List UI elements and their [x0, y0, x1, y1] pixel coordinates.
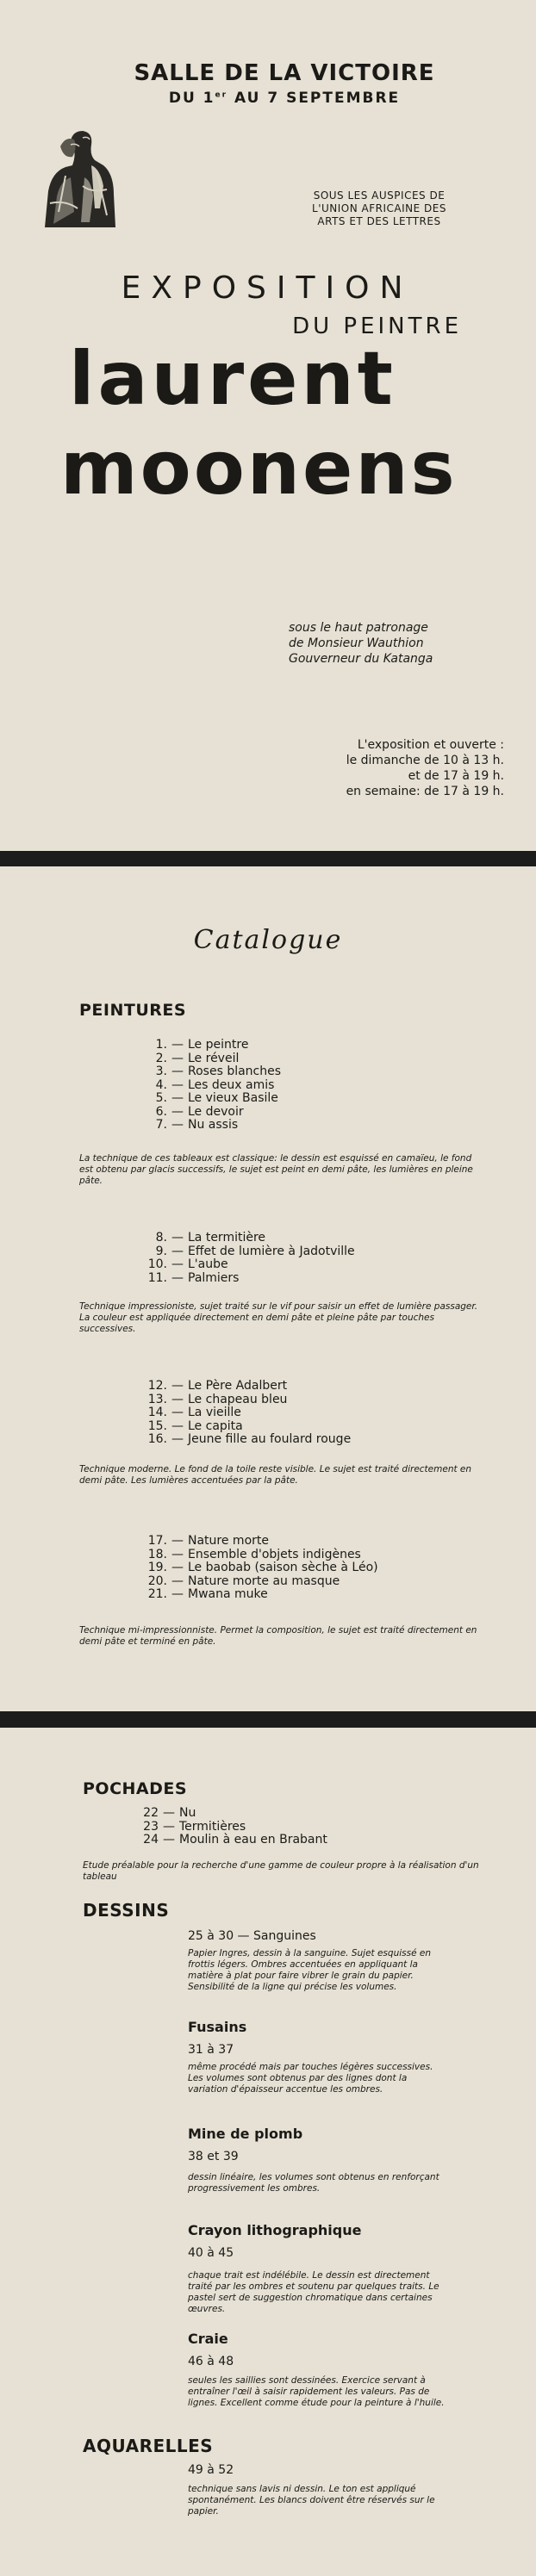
- fusains-heading: Fusains: [188, 2019, 247, 2035]
- dessins-heading: DESSINS: [83, 1900, 170, 1921]
- list-item: 18. — Ensemble d'objets indigènes: [147, 1547, 361, 1561]
- item-number: 14.: [147, 1406, 167, 1419]
- pochades-list: [138, 1807, 327, 1847]
- woodcut-figures-illustration: [40, 126, 121, 233]
- mine-de-plomb-heading: Mine de plomb: [188, 2126, 303, 2142]
- list-item: 3. — Roses blanches: [146, 1065, 281, 1079]
- dates-start: DU 1: [168, 90, 215, 107]
- mine-de-plomb-range: 38 et 39: [188, 2150, 239, 2163]
- list-item: 22 — Nu: [138, 1807, 327, 1821]
- list-item: 23 — Termitières: [138, 1821, 327, 1834]
- item-number: 24: [143, 1833, 159, 1847]
- auspices-line: ARTS ET DES LETTRES: [317, 215, 441, 227]
- dates-end: AU 7 SEPTEMBRE: [227, 90, 401, 107]
- opening-hours-block: [289, 737, 504, 799]
- craie-description: seules les saillies sont dessinées. Exercice servant à entraîner l'œil à saisir rapidement les valeurs. Pas de lignes. Excellent comme étude pour la peinture à l'huile.: [188, 2375, 445, 2408]
- item-number: 21.: [147, 1587, 167, 1601]
- list-item: 5. — Le vieux Basile: [146, 1092, 281, 1106]
- patronage-line: de Monsieur Wauthion: [289, 636, 424, 650]
- list-item: 8. — La termitière: [146, 1232, 355, 1245]
- patronage-line: sous le haut patronage: [289, 621, 428, 635]
- list-item: 19. — Le baobab (saison sèche à Léo): [147, 1561, 378, 1574]
- item-title: Roses blanches: [188, 1065, 282, 1078]
- item-number: 16.: [147, 1432, 167, 1446]
- painting-list: [146, 1535, 378, 1602]
- painting-list: [146, 1232, 355, 1285]
- mine-de-plomb-description: dessin linéaire, les volumes sont obtenus en renforçant progressivement les ombres.: [188, 2172, 439, 2194]
- auspices-block: [284, 189, 474, 228]
- list-item: 12. — Le Père Adalbert: [147, 1379, 288, 1393]
- item-number: 18.: [147, 1547, 167, 1561]
- item-title: La vieille: [188, 1406, 241, 1419]
- item-title: Moulin à eau en Brabant: [179, 1833, 327, 1847]
- catalogue-page-2: [0, 1728, 536, 2576]
- auspices-line: SOUS LES AUSPICES DE: [313, 189, 446, 202]
- item-title: Le capita: [188, 1418, 243, 1433]
- exposition-heading: EXPOSITION: [121, 270, 414, 306]
- craie-range: 46 à 48: [188, 2355, 234, 2368]
- hours-line: en semaine: de 17 à 19 h.: [346, 785, 504, 798]
- item-number: 8.: [155, 1231, 167, 1245]
- item-title: Palmiers: [188, 1270, 240, 1285]
- list-item: 9. — Effet de lumière à Jadotville: [146, 1245, 355, 1259]
- exhibition-dates: [103, 90, 465, 107]
- item-number: 6.: [155, 1104, 167, 1119]
- patronage-line: Gouverneur du Katanga: [289, 652, 433, 666]
- technique-note: Technique impressioniste, sujet traité sur le vif pour saisir un effet de lumière passager. La couleur est appliquée directement en demi pâte et pleine pâte par touches successives.: [79, 1301, 478, 1334]
- item-title: Le devoir: [188, 1104, 244, 1119]
- sanguines-description: Papier Ingres, dessin à la sanguine. Sujet esquissé en frottis légers. Ombres accentuées en appliquant la matière à plat pour faire vibrer le grain du papier. Sensibilité de la ligne qui précise les volumes.: [188, 1948, 431, 1992]
- hours-line: et de 17 à 19 h.: [408, 769, 504, 783]
- item-title: Le peintre: [188, 1038, 249, 1052]
- item-number: 10.: [147, 1257, 167, 1271]
- list-item: 1. — Le peintre: [146, 1039, 281, 1052]
- cover-page: [0, 0, 536, 851]
- technique-note: Technique moderne. Le fond de la toile reste visible. Le sujet est traité directement en demi pâte. Les lumières accentuées par la pâte.: [79, 1464, 472, 1486]
- list-item: 24 — Moulin à eau en Brabant: [138, 1834, 327, 1847]
- item-title: Le vieux Basile: [188, 1091, 278, 1105]
- list-item: 2. — Le réveil: [146, 1052, 281, 1066]
- auspices-line: L'UNION AFRICAINE DES: [312, 202, 446, 214]
- technique-note: La technique de ces tableaux est classique: le dessin est esquissé en camaïeu, le fond est obtenu par glacis successifs, le sujet est peint en demi pâte, les lumières en pleine pâte.: [79, 1153, 473, 1186]
- item-title: Effet de lumière à Jadotville: [188, 1244, 355, 1258]
- range-value: 25 à 30: [188, 1929, 234, 1943]
- item-title: L'aube: [188, 1257, 228, 1271]
- item-number: 5.: [155, 1091, 167, 1105]
- list-item: 6. — Le devoir: [146, 1106, 281, 1120]
- crayon-litho-range: 40 à 45: [188, 2246, 234, 2260]
- hours-line: le dimanche de 10 à 13 h.: [346, 754, 504, 767]
- catalogue-title: Catalogue: [193, 925, 343, 955]
- item-number: 15.: [147, 1418, 167, 1433]
- pochades-note: Etude préalable pour la recherche d'une gamme de couleur propre à la réalisation d'un tableau: [83, 1860, 479, 1882]
- list-item: 16. — Jeune fille au foulard rouge: [147, 1432, 352, 1446]
- aquarelles-description: technique sans lavis ni dessin. Le ton est appliqué spontanément. Les blancs doivent être réservés sur le papier.: [188, 2484, 435, 2517]
- item-number: 3.: [155, 1065, 167, 1078]
- crayon-litho-heading: Crayon lithographique: [188, 2222, 362, 2238]
- item-number: 23: [143, 1819, 159, 1834]
- painting-list: [146, 1039, 281, 1133]
- item-title: Nature morte au masque: [188, 1574, 340, 1588]
- hours-line: L'exposition et ouverte :: [357, 738, 504, 752]
- item-title: Jeune fille au foulard rouge: [188, 1432, 352, 1446]
- range-label: Sanguines: [253, 1929, 316, 1943]
- dates-superscript: er: [215, 90, 228, 100]
- list-item: 21. — Mwana muke: [147, 1587, 268, 1601]
- list-item: 10. — L'aube: [147, 1257, 228, 1271]
- du-peintre-heading: DU PEINTRE: [292, 313, 462, 339]
- item-number: 1.: [155, 1038, 167, 1052]
- item-title: Les deux amis: [188, 1077, 275, 1092]
- item-number: 20.: [147, 1574, 167, 1588]
- list-item: 15. — Le capita: [147, 1418, 243, 1433]
- item-number: 19.: [147, 1561, 167, 1574]
- list-item: 20. — Nature morte au masque: [147, 1574, 340, 1588]
- item-title: Nu assis: [188, 1118, 239, 1132]
- item-title: Termitières: [179, 1819, 246, 1834]
- dessins-range: 25 à 30 — Sanguines: [188, 1929, 316, 1943]
- item-number: 17.: [147, 1534, 167, 1548]
- item-number: 22: [143, 1806, 159, 1820]
- craie-heading: Craie: [188, 2331, 228, 2347]
- item-title: Ensemble d'objets indigènes: [188, 1547, 361, 1561]
- venue-title: SALLE DE LA VICTOIRE: [134, 60, 435, 86]
- item-title: La termitière: [188, 1231, 266, 1245]
- item-number: 12.: [147, 1379, 167, 1393]
- pochades-heading: POCHADES: [83, 1779, 188, 1798]
- technique-note: Technique mi-impressionniste. Permet la composition, le sujet est traité directement en demi pâte et terminé en pâte.: [79, 1625, 477, 1647]
- artist-first-name: laurent: [69, 336, 396, 422]
- item-title: Mwana muke: [188, 1587, 268, 1601]
- catalogue-page: [0, 866, 536, 1711]
- painting-list: [146, 1380, 351, 1447]
- item-number: 7.: [155, 1118, 167, 1132]
- item-number: 2.: [155, 1051, 167, 1065]
- list-item: 17. — Nature morte: [147, 1534, 269, 1548]
- list-item: 13. — Le chapeau bleu: [147, 1392, 288, 1406]
- fusains-description: même procédé mais par touches légères successives. Les volumes sont obtenus par des lignes dont la variation d'épaisseur accentue les ombres.: [188, 2062, 433, 2095]
- list-item: 4. — Les deux amis: [146, 1079, 281, 1093]
- aquarelles-heading: AQUARELLES: [83, 2436, 214, 2456]
- patronage-block: [289, 620, 478, 667]
- item-number: 13.: [147, 1392, 167, 1406]
- item-title: Le réveil: [188, 1051, 240, 1065]
- item-title: Le chapeau bleu: [188, 1392, 288, 1406]
- peintures-heading: PEINTURES: [79, 1001, 187, 1020]
- list-item: 11. — Palmiers: [147, 1270, 240, 1285]
- list-item: 14. — La vieille: [147, 1406, 241, 1419]
- item-number: 9.: [155, 1244, 167, 1258]
- item-title: Le baobab (saison sèche à Léo): [188, 1561, 378, 1574]
- item-number: 4.: [155, 1077, 167, 1092]
- item-title: Nature morte: [188, 1534, 269, 1548]
- crayon-litho-description: chaque trait est indélébile. Le dessin est directement traité par les ombres et soutenu par quelques traits. Le pastel sert de suggestion chromatique dans certaines œuvres.: [188, 2270, 439, 2314]
- item-title: Nu: [179, 1806, 196, 1820]
- artist-last-name: moonens: [60, 425, 458, 512]
- item-title: Le Père Adalbert: [188, 1379, 288, 1393]
- fusains-range: 31 à 37: [188, 2043, 234, 2057]
- aquarelles-range: 49 à 52: [188, 2463, 234, 2477]
- item-number: 11.: [147, 1270, 167, 1285]
- list-item: 7. — Nu assis: [146, 1119, 281, 1133]
